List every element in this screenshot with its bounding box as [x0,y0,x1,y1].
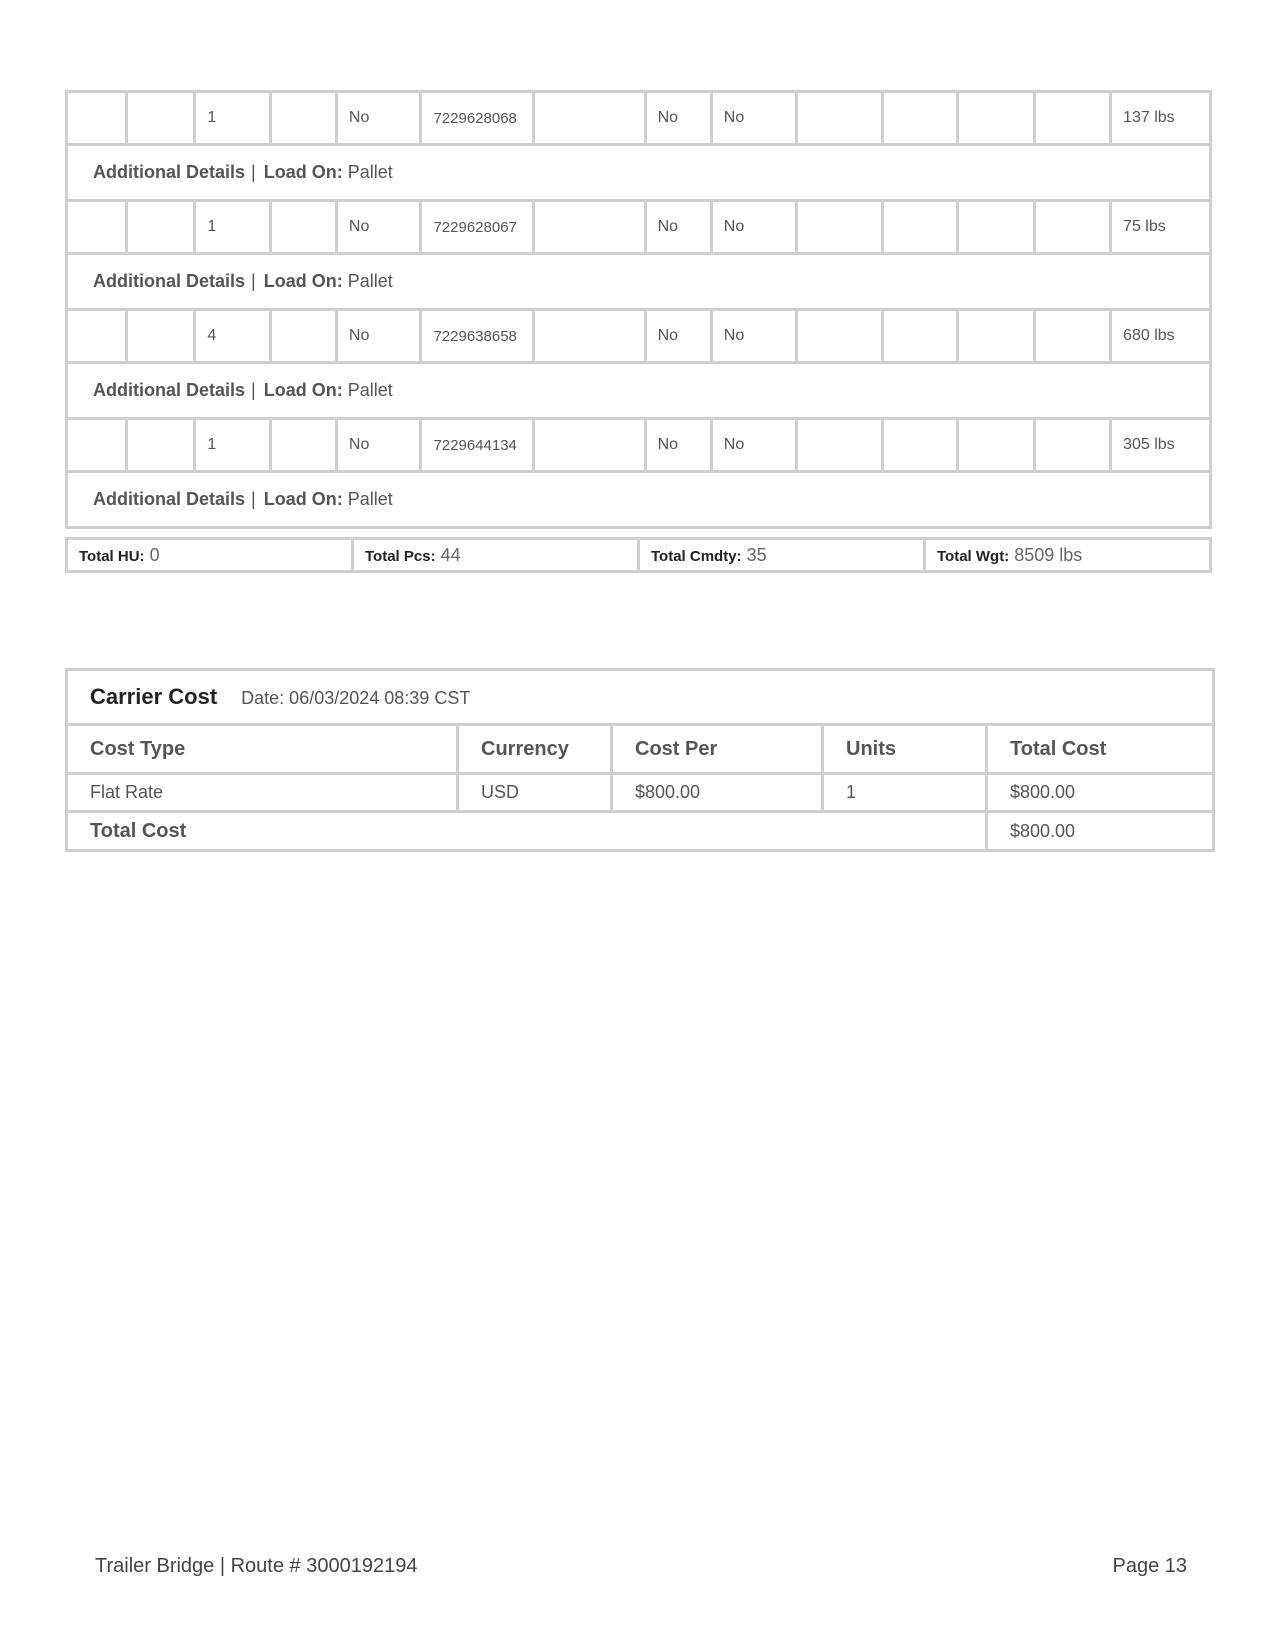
total-wgt [925,539,1211,572]
cell-empty [533,92,645,145]
hu-count-cell: 1 [195,419,270,472]
additional-details-row [67,145,1211,201]
cell-empty [127,201,195,254]
cell-empty [533,201,645,254]
additional-details-label: Additional Details [93,489,246,509]
flag2-cell: No [711,419,797,472]
item-number-cell: 7229644134 [421,419,533,472]
additional-details-label: Additional Details [93,271,246,291]
cell-empty [797,419,883,472]
carrier-cost-table [65,668,1215,852]
carrier-cost-column-headers [67,725,1214,774]
load-on-value: Pallet [347,162,393,182]
total-cost-value: $800.00 [987,812,1214,851]
cell-empty [67,201,127,254]
column-header-cost-per: Cost Per [612,725,823,774]
commodity-row [67,201,1211,254]
cell-empty [1034,92,1110,145]
cell-empty [958,201,1034,254]
flag1-cell: No [645,310,711,363]
flag2-cell: No [711,92,797,145]
additional-details-cell [67,145,1211,201]
weight-cell: 75 lbs [1111,201,1211,254]
load-on-label: Load On: [263,380,343,400]
cell-empty [270,201,336,254]
cell-empty [270,92,336,145]
flag2-cell: No [711,201,797,254]
details-separator: | [251,380,256,400]
cell-empty [67,419,127,472]
load-on-label: Load On: [263,489,343,509]
additional-details-cell [67,254,1211,310]
hazmat-cell: No [336,92,421,145]
cell-empty [270,310,336,363]
details-separator: | [251,489,256,509]
cell-empty [882,92,957,145]
load-on-value: Pallet [347,380,393,400]
cell-empty [127,310,195,363]
flag1-cell: No [645,419,711,472]
footer-route: Trailer Bridge | Route # 3000192194 [95,1555,418,1577]
total-cmdty-label: Total Cmdty: [651,547,742,565]
weight-cell: 680 lbs [1111,310,1211,363]
column-header-units: Units [823,725,987,774]
page-number: Page 13 [1112,1555,1187,1577]
additional-details-row [67,363,1211,419]
flag1-cell: No [645,201,711,254]
cell-empty [127,92,195,145]
carrier-cost-total-row [67,812,1214,851]
commodity-row [67,310,1211,363]
column-header-currency: Currency [458,725,612,774]
commodity-totals [65,537,1212,573]
commodity-row [67,92,1211,145]
commodity-table [65,90,1212,529]
total-pcs-label: Total Pcs: [365,547,436,565]
total-pcs [353,539,639,572]
cost-type-cell: Flat Rate [67,774,458,812]
additional-details-cell [67,472,1211,528]
item-number-cell: 7229628067 [421,201,533,254]
column-header-total-cost: Total Cost [987,725,1214,774]
commodity-row [67,419,1211,472]
weight-cell: 137 lbs [1111,92,1211,145]
carrier-cost-header [67,670,1214,725]
cell-empty [882,201,957,254]
load-on-label: Load On: [263,162,343,182]
details-separator: | [251,162,256,182]
flag1-cell: No [645,92,711,145]
cell-empty [797,92,883,145]
cell-empty [67,92,127,145]
hazmat-cell: No [336,201,421,254]
cell-empty [1034,419,1110,472]
additional-details-row [67,254,1211,310]
additional-details-cell [67,363,1211,419]
additional-details-row [67,472,1211,528]
cost-per-cell: $800.00 [612,774,823,812]
carrier-cost-title: Carrier Cost [90,684,218,709]
cell-empty [958,419,1034,472]
hazmat-cell: No [336,310,421,363]
hu-count-cell: 1 [195,201,270,254]
flag2-cell: No [711,310,797,363]
cell-empty [1034,310,1110,363]
total-wgt-value: 8509 lbs [1014,544,1083,565]
item-number-cell: 7229638658 [421,310,533,363]
cell-empty [958,92,1034,145]
table-row [67,774,1214,812]
total-cost-cell: $800.00 [987,774,1214,812]
total-wgt-label: Total Wgt: [937,547,1010,565]
load-on-value: Pallet [347,489,393,509]
details-separator: | [251,271,256,291]
additional-details-label: Additional Details [93,380,246,400]
total-hu-value: 0 [149,544,160,565]
total-pcs-value: 44 [440,544,461,565]
cell-empty [958,310,1034,363]
carrier-cost-title-cell [67,670,1214,725]
cell-empty [882,310,957,363]
hu-count-cell: 1 [195,92,270,145]
cell-empty [270,419,336,472]
total-cmdty [639,539,925,572]
cell-empty [533,310,645,363]
currency-cell: USD [458,774,612,812]
column-header-cost-type: Cost Type [67,725,458,774]
cell-empty [797,310,883,363]
cell-empty [127,419,195,472]
item-number-cell: 7229628068 [421,92,533,145]
total-hu-label: Total HU: [79,547,145,565]
hazmat-cell: No [336,419,421,472]
cell-empty [533,419,645,472]
carrier-cost-date: Date: 06/03/2024 08:39 CST [241,688,471,708]
total-cmdty-value: 35 [746,544,767,565]
additional-details-label: Additional Details [93,162,246,182]
total-cost-label: Total Cost [67,812,987,851]
cell-empty [67,310,127,363]
total-hu [67,539,353,572]
cell-empty [797,201,883,254]
hu-count-cell: 4 [195,310,270,363]
units-cell: 1 [823,774,987,812]
cell-empty [1034,201,1110,254]
load-on-label: Load On: [263,271,343,291]
weight-cell: 305 lbs [1111,419,1211,472]
cell-empty [882,419,957,472]
load-on-value: Pallet [347,271,393,291]
